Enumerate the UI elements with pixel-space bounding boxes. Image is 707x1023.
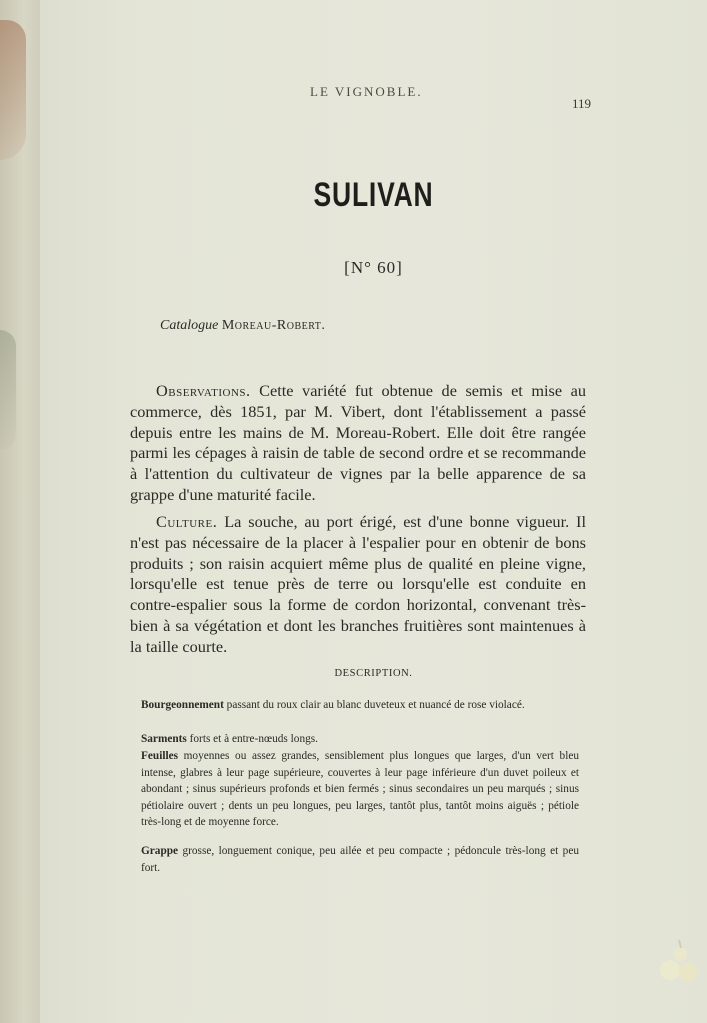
observations-lead: Observations. (156, 381, 251, 400)
page-number: 119 (572, 96, 592, 111)
description-item (141, 748, 579, 831)
description-item (141, 843, 579, 876)
culture-lead: Culture. (156, 512, 218, 531)
description-term: Bourgeonnement (141, 699, 224, 711)
culture-text: La souche, au port érigé, est d'une bonne vigueur. Il n'est pas nécessaire de la placer à l'espalier pour en obtenir de bons produits ; son raisin acquiert même plus de qualité en pleine vigne, lorsqu'elle est tenue près de terre ou lorsqu'elle est conduite en contre-espalier sous la forme de cordon horizontal, convenant très-bien à sa végétation et dont les branches fruitières sont maintenues à la taille courte. (130, 512, 586, 656)
observations-text: Cette variété fut obtenue de semis et mise au commerce, dès 1851, par M. Vibert, dont l'établissement a passé depuis entre les mains de M. Moreau-Robert. Elle doit être rangée parmi les cépages à raisin de table de second ordre et se recommande à l'attention du cultivateur de vignes par la belle apparence de sa grappe d'une maturité facile. (130, 381, 587, 504)
variety-number: [N° 60] (344, 258, 403, 277)
description-text: grosse, longuement conique, peu ailée et peu compacte ; pédoncule très-long et peu fort. (141, 845, 579, 874)
observations-paragraph (130, 381, 586, 506)
description-item (141, 697, 579, 714)
catalogue-label: Catalogue (160, 318, 219, 333)
facing-page-illustration-edge-lower (0, 330, 16, 450)
description-item (141, 731, 579, 748)
book-page (40, 0, 707, 1023)
description-heading: DESCRIPTION. (334, 668, 413, 679)
description-term: Grappe (141, 845, 179, 857)
running-head: LE VIGNOBLE. (310, 84, 423, 99)
description-text: forts et à entre-nœuds longs. (189, 733, 318, 745)
facing-page-illustration-edge (0, 20, 26, 160)
description-term: Feuilles (141, 750, 179, 762)
book-spine (0, 0, 40, 1023)
page-title: SULIVAN (313, 176, 434, 214)
description-text: passant du roux clair au blanc duveteux et nuancé de rose violacé. (226, 699, 525, 711)
catalogue-reference (160, 318, 325, 334)
library-stamp-icon (652, 932, 706, 992)
description-text: moyennes ou assez grandes, sensiblement plus longues que larges, d'un vert bleu intense, glabres à leur page supérieure, couvertes à leur page inférieure d'un duvet poileux et abondant ; sinus supérieurs profonds et bien fermés ; sinus secondaires un peu marqués ; sinus pétiolaire ouvert ; dents un peu longues, peu larges, tantôt plus, tantôt moins aiguës ; pétiole très-long et de moyenne force. (141, 750, 579, 829)
culture-paragraph (130, 512, 586, 658)
description-term: Sarments (141, 733, 187, 745)
catalogue-name: Moreau-Robert. (221, 318, 326, 333)
